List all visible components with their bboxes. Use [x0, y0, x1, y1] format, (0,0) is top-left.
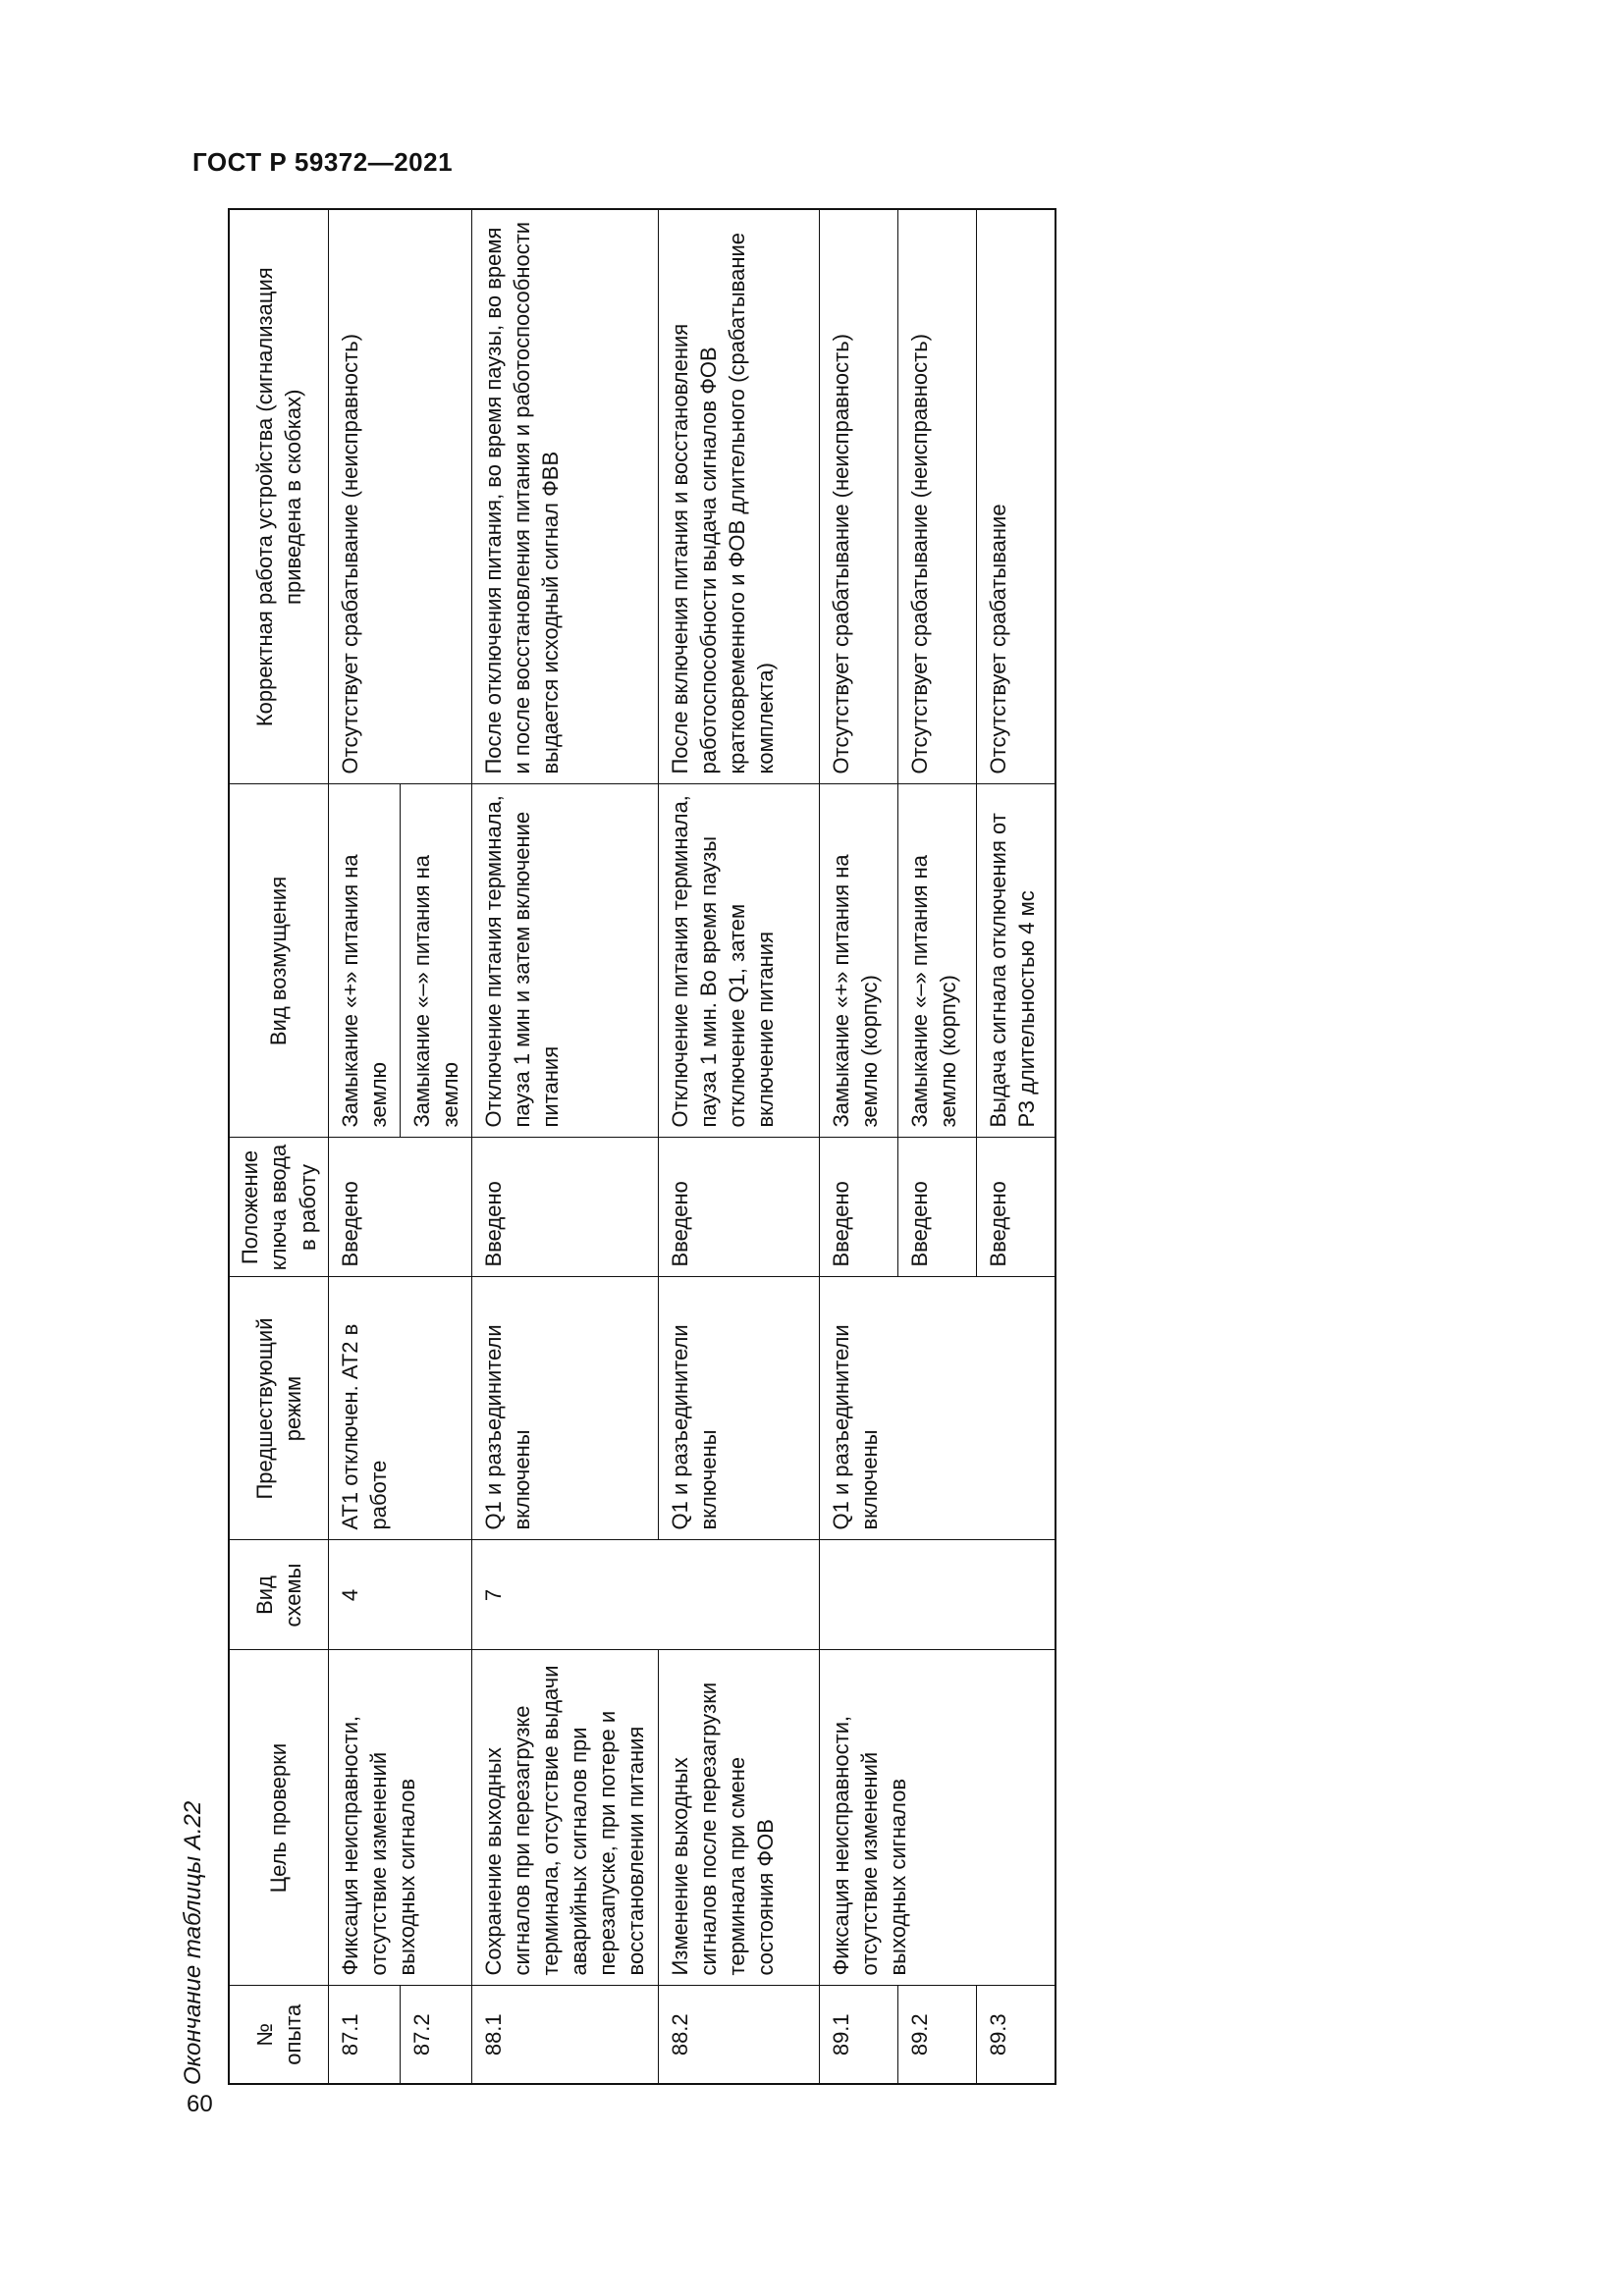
col-header-goal: Цель проверки: [229, 1650, 329, 1986]
cell-key: Введено: [977, 1138, 1056, 1277]
cell-num: 87.1: [329, 1986, 401, 2084]
cell-disturbance: Отключение питания терминала, пауза 1 мин и затем включение питания: [472, 784, 659, 1138]
cell-mode: АТ1 отключен. АТ2 в работе: [329, 1277, 472, 1540]
cell-key: Введено: [659, 1138, 820, 1277]
cell-disturbance: Замыкание «+» питания на землю (корпус): [820, 784, 898, 1138]
cell-disturbance: Замыкание «+» питания на землю: [329, 784, 401, 1138]
cell-goal: Фиксация неисправности, отсутствие изменений выходных сигналов: [820, 1650, 1056, 1986]
col-header-correct: Корректная работа устройства (сигнализация приведена в скобках): [229, 209, 329, 784]
table-row: [659, 209, 820, 2084]
cell-goal: Сохранение выходных сигналов при перезагрузке терминала, отсутствие выдачи аварийных сигналов при перезапуске, при потере и восстановлении питания: [472, 1650, 659, 1986]
cell-scheme: [820, 1540, 1056, 1650]
cell-scheme: 7: [472, 1540, 820, 1650]
col-header-key: Положение ключа ввода в работу: [229, 1138, 329, 1277]
table-row: [329, 209, 401, 2084]
cell-key: Введено: [820, 1138, 898, 1277]
table-header-row: [229, 209, 329, 2084]
cell-correct: Отсутствует срабатывание (неисправность): [898, 209, 977, 784]
results-table: [228, 208, 1056, 2085]
table-caption: Окончание таблицы А.22: [180, 1800, 206, 2085]
cell-correct: После отключения питания, во время паузы, во время и после восстановления питания и работоспособности выдается исходный сигнал ФВВ: [472, 209, 659, 784]
cell-correct: Отсутствует срабатывание: [977, 209, 1056, 784]
table-row: [820, 209, 898, 2084]
cell-mode: Q1 и разъединители включены: [659, 1277, 820, 1540]
cell-num: 88.2: [659, 1986, 820, 2084]
col-header-scheme: Вид схемы: [229, 1540, 329, 1650]
cell-goal: Изменение выходных сигналов после перезагрузки терминала при смене состояния ФОВ: [659, 1650, 820, 1986]
table-row: [472, 209, 659, 2084]
cell-mode: Q1 и разъединители включены: [472, 1277, 659, 1540]
cell-disturbance: Замыкание «–» питания на землю (корпус): [898, 784, 977, 1138]
col-header-mode: Предшествующий режим: [229, 1277, 329, 1540]
document-header: ГОСТ Р 59372—2021: [192, 147, 454, 177]
cell-mode: Q1 и разъединители включены: [820, 1277, 1056, 1540]
cell-correct: Отсутствует срабатывание (неисправность): [329, 209, 472, 784]
cell-correct: Отсутствует срабатывание (неисправность): [820, 209, 898, 784]
cell-num: 87.2: [401, 1986, 472, 2084]
cell-num: 88.1: [472, 1986, 659, 2084]
cell-goal: Фиксация неисправности, отсутствие изменений выходных сигналов: [329, 1650, 472, 1986]
cell-correct: После включения питания и восстановления работоспособности выдача сигналов ФОВ кратковременного и ФОВ длительного (срабатывание комплекта): [659, 209, 820, 784]
cell-num: 89.1: [820, 1986, 898, 2084]
col-header-disturbance: Вид возмущения: [229, 784, 329, 1138]
cell-disturbance: Выдача сигнала отключения от РЗ длительностью 4 мс: [977, 784, 1056, 1138]
cell-disturbance: Замыкание «–» питания на землю: [401, 784, 472, 1138]
cell-key: Введено: [329, 1138, 472, 1277]
page-number: 60: [187, 2091, 213, 2117]
cell-disturbance: Отключение питания терминала, пауза 1 мин. Во время паузы отключение Q1, затем включение питания: [659, 784, 820, 1138]
rotated-table-block: [163, 210, 1086, 2085]
col-header-num: № опыта: [229, 1986, 329, 2084]
cell-num: 89.2: [898, 1986, 977, 2084]
cell-num: 89.3: [977, 1986, 1056, 2084]
cell-key: Введено: [898, 1138, 977, 1277]
cell-scheme: 4: [329, 1540, 472, 1650]
cell-key: Введено: [472, 1138, 659, 1277]
